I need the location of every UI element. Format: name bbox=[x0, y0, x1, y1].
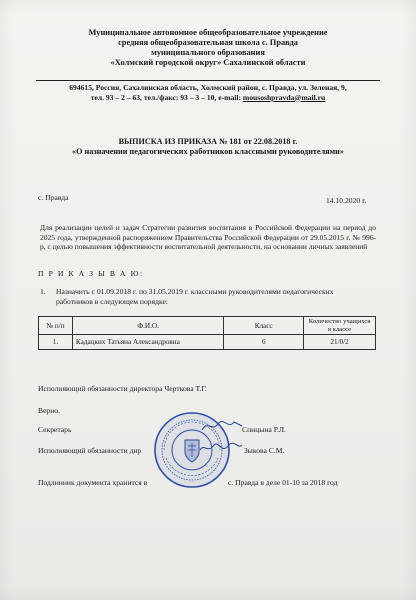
school-address bbox=[36, 83, 380, 102]
header-line-4: «Холмский городской округ» Сахалинской области bbox=[110, 58, 306, 67]
address-line-2 bbox=[36, 93, 380, 103]
teachers-table bbox=[38, 316, 376, 350]
header-line-2: средняя общеобразовательная школа с. Правда bbox=[118, 38, 298, 47]
item-text-line-1: Назначить с 01.09.2018 г. по 31.05.2019 г. классными руководителями педагогических bbox=[56, 287, 334, 296]
date-text: 14.10.2020 г. bbox=[326, 196, 367, 205]
acting-director-line: Исполняющий обязанности директора Черткова Т.Г. bbox=[38, 384, 207, 393]
place-text: с. Правда bbox=[38, 193, 69, 202]
item-number: 1. bbox=[40, 287, 46, 296]
verno-text: Верно. bbox=[38, 406, 60, 415]
acting-director-label: Исполняющий обязанности дир bbox=[38, 446, 142, 455]
header-cell-number: № п/п bbox=[39, 317, 73, 335]
header-line-1: Муниципальное автономное общеобразовательное учреждение bbox=[88, 28, 328, 37]
footer-suffix: с. Правда в деле 01-10 за 2018 год bbox=[228, 478, 338, 487]
footer-prefix: Подлинник документа хранится в bbox=[38, 478, 148, 487]
cell-count: 21/0/2 bbox=[304, 335, 376, 350]
email-link[interactable]: mousoshpravda@mail.ru bbox=[242, 92, 326, 102]
table-header-row bbox=[39, 317, 376, 335]
item-text-line-2: работников в следующем порядке: bbox=[56, 297, 168, 306]
school-stamp-icon bbox=[152, 410, 232, 490]
header-cell-name: Ф.И.О. bbox=[72, 317, 224, 335]
header-line-3: муниципального образования bbox=[151, 48, 265, 57]
header-divider bbox=[36, 80, 380, 81]
document-title bbox=[40, 137, 376, 157]
table-row bbox=[39, 335, 376, 350]
header-cell-count: Количество учащихся в классе bbox=[304, 317, 376, 335]
school-header bbox=[30, 28, 386, 68]
secretary-label: Секретарь bbox=[38, 425, 72, 434]
title-line-2: «О назначении педагогических работников классными руководителями» bbox=[72, 147, 344, 156]
acting-director-name: Зыкова С.М. bbox=[244, 446, 285, 455]
address-line-1: 694615, Россия, Сахалинская область, Холмский район, с. Правда, ул. Зеленая, 9, bbox=[69, 83, 347, 92]
title-line-1: ВЫПИСКА ИЗ ПРИКАЗА № 181 от 22.08.2018 г. bbox=[118, 137, 298, 146]
header-cell-class: Класс bbox=[224, 317, 304, 335]
intro-paragraph: Для реализации целей и задач Стратегии развития воспитания в Российской Федерации на период до 2025 года, утвержденной распоряжением Правительства Российской Федерации от 29.05.2015 г. № 996-р, с целью повышения эффективности воспитательной деятельности, на основании личных заявлений bbox=[40, 223, 376, 252]
cell-name: Кадацких Татьяна Александровна bbox=[72, 335, 224, 350]
contacts-text: тел. 93 – 2 – 63, тел./факс: 93 – 3 – 10, e-mail: bbox=[90, 92, 243, 102]
cell-class: 6 bbox=[224, 335, 304, 350]
secretary-name: Спицына Р.Л. bbox=[242, 425, 286, 434]
cell-number: 1. bbox=[39, 335, 73, 350]
order-heading: П Р И К А З Ы В А Ю: bbox=[38, 269, 144, 278]
